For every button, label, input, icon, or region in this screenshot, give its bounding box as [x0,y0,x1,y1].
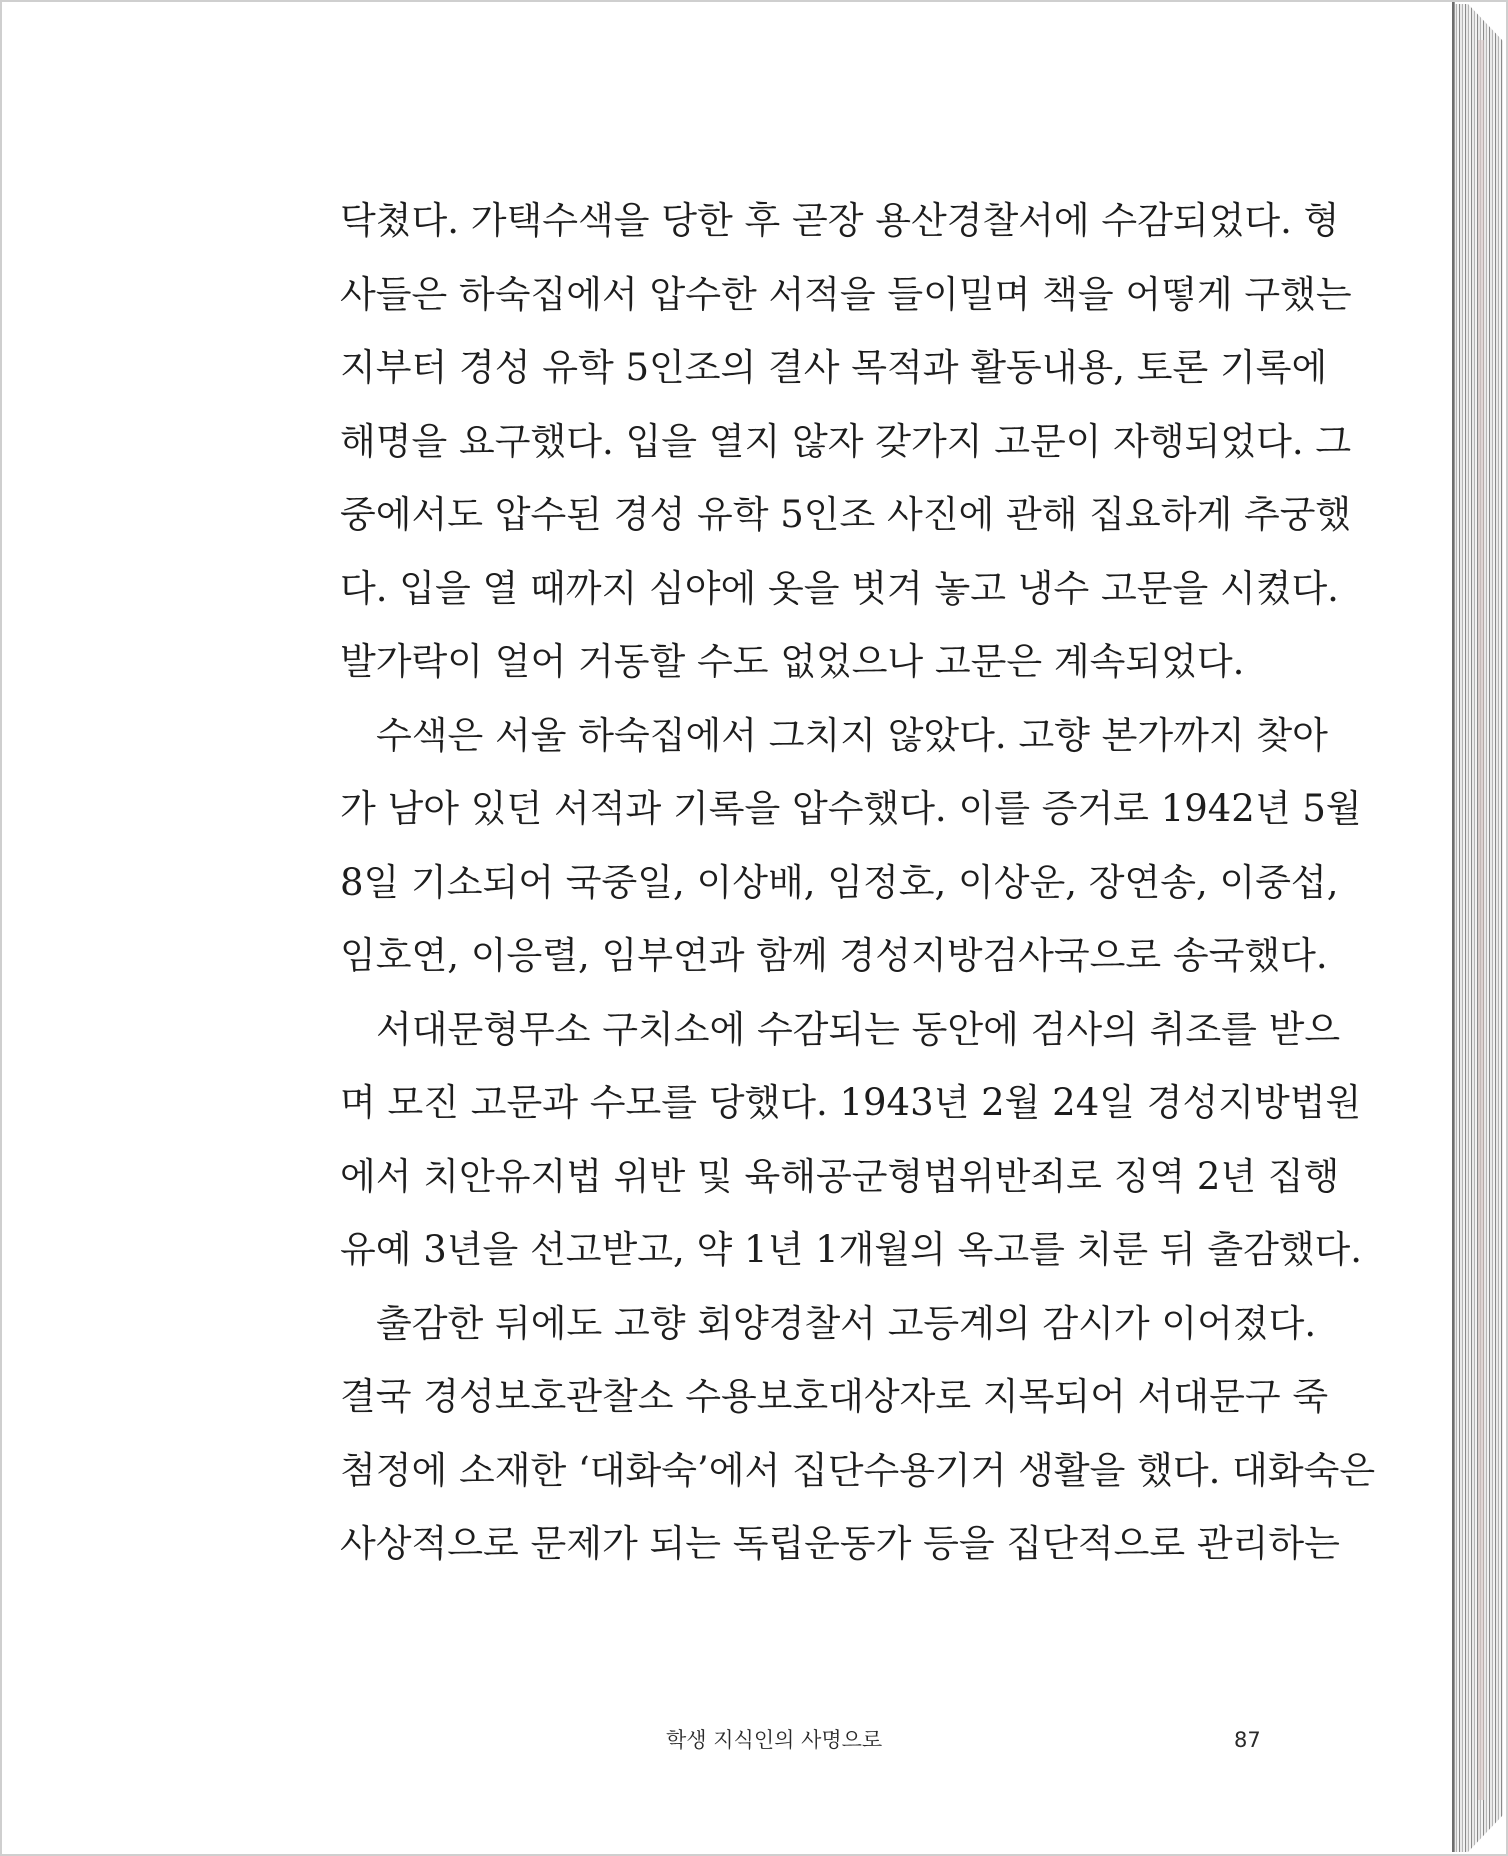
text-line: 가 남아 있던 서적과 기록을 압수했다. 이를 증거로 1942년 5월 [340,787,1362,830]
text-line: 며 모진 고문과 수모를 당했다. 1943년 2월 24일 경성지방법원 [340,1081,1362,1124]
book-edge-tint [1478,40,1484,1800]
text-line: 8일 기소되어 국중일, 이상배, 임정호, 이상운, 장연송, 이중섭, [340,860,1339,904]
text-line: 다. 입을 열 때까지 심야에 옷을 벗겨 놓고 냉수 고문을 시켰다. [340,566,1339,610]
text-line: 닥쳤다. 가택수색을 당한 후 곧장 용산경찰서에 수감되었다. 형 [340,199,1340,242]
text-line: 발가락이 얼어 거동할 수도 없었으나 고문은 계속되었다. [340,640,1245,683]
text-line: 임호연, 이응렬, 임부연과 함께 경성지방검사국으로 송국했다. [340,934,1328,977]
text-line: 사상적으로 문제가 되는 독립운동가 등을 집단적으로 관리하는 [340,1522,1340,1565]
text-line: 출감한 뒤에도 고향 회양경찰서 고등계의 감시가 이어졌다. [376,1301,1317,1345]
text-line: 사들은 하숙집에서 압수한 서적을 들이밀며 책을 어떻게 구했는 [340,272,1352,316]
text-line: 유예 3년을 선고받고, 약 1년 1개월의 옥고를 치룬 뒤 출감했다. [340,1228,1363,1271]
text-line: 첨정에 소재한 ‘대화숙’에서 집단수용기거 생활을 했다. 대화숙은 [340,1448,1376,1492]
running-title: 학생 지식인의 사명으로 [666,1728,883,1752]
book-page [2,2,1454,1852]
text-line: 에서 치안유지법 위반 및 육해공군형법위반죄로 징역 2년 집행 [340,1154,1340,1198]
text-line: 수색은 서울 하숙집에서 그치지 않았다. 고향 본가까지 찾아 [376,713,1328,757]
page-number: 87 [1234,1728,1261,1752]
text-line: 중에서도 압수된 경성 유학 5인조 사진에 관해 집요하게 추궁했 [340,493,1352,536]
text-line: 서대문형무소 구치소에 수감되는 동안에 검사의 취조를 받으 [376,1007,1341,1051]
body-text [340,184,1376,1581]
text-line: 결국 경성보호관찰소 수용보호대상자로 지목되어 서대문구 죽 [340,1375,1329,1418]
page-footer [2,1720,1452,1760]
text-line: 지부터 경성 유학 5인조의 결사 목적과 활동내용, 토론 기록에 [340,346,1328,389]
text-line: 해명을 요구했다. 입을 열지 않자 갖가지 고문이 자행되었다. 그 [340,419,1352,463]
